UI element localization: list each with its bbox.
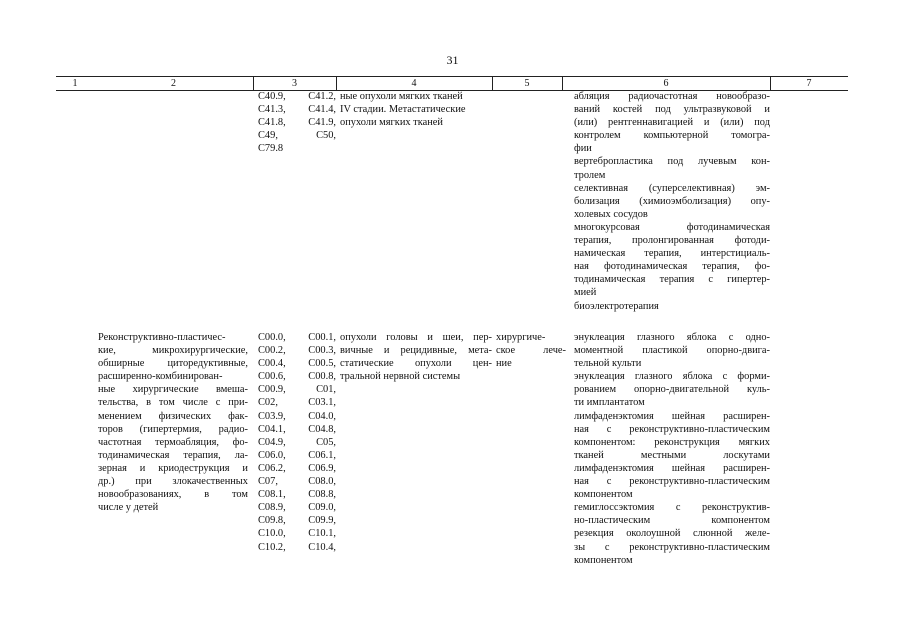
cell-line: селективная (суперселективная) эм-	[574, 182, 770, 194]
cell-line: зы с реконструктивно-пластическим	[574, 541, 770, 553]
cell-line: компонентом	[574, 554, 633, 566]
cell-line: C09.8, C09.9,	[258, 515, 336, 527]
cell-line: намическая терапия, интерстициаль-	[574, 248, 770, 260]
cell-line: тодинамическая терапия, ла-	[98, 449, 248, 461]
cell-line: Реконструктивно-пластичес-	[98, 332, 226, 343]
cell-line: тельства, в том числе с при-	[98, 397, 248, 409]
cell-line: частотная термоабляция, фо-	[98, 436, 248, 448]
cell-line: тканей местными лоскутами	[574, 449, 770, 461]
cell-line: кие, микрохирургические,	[98, 345, 248, 357]
cell-line: опухоли головы и шеи, пер-	[340, 332, 492, 343]
cell-line: гемиглоссэктомия с реконструктив-	[574, 502, 770, 514]
cell-line: ние	[496, 358, 512, 370]
cell-line: компонентом	[574, 489, 633, 501]
cell-line: C40.9, C41.2,	[258, 91, 336, 102]
cell-line: ная фотодинамическая терапия, фо-	[574, 261, 770, 273]
cell-line: холевых сосудов	[574, 208, 648, 220]
cell-line: C00.2, C00.3,	[258, 345, 336, 357]
row-0-diagnosis	[340, 90, 492, 129]
cell-line: многокурсовая фотодинамическая	[574, 221, 770, 233]
row-1-diagnosis	[340, 331, 492, 383]
cell-line: мией	[574, 287, 597, 299]
row-0-methods	[574, 90, 770, 313]
cell-line: резекция околоушной слюнной желе-	[574, 528, 770, 540]
cell-line: ная с реконструктивно-пластическим	[574, 423, 770, 435]
row-0-codes	[258, 90, 336, 155]
cell-line: новообразованиях, в том	[98, 489, 248, 501]
cell-line: ское лече-	[496, 345, 566, 357]
header-cell-1: 1	[72, 78, 78, 89]
cell-line: тельной культи	[574, 358, 642, 370]
cell-line: C10.2, C10.4,	[258, 541, 336, 553]
cell-line: IV стадии. Метастатические	[340, 104, 466, 116]
cell-line: компонентом: реконструкция мягких	[574, 436, 770, 448]
cell-line: C08.9, C09.0,	[258, 502, 336, 514]
header-cell-7: 7	[806, 78, 812, 89]
cell-line: расширенно-комбинирован-	[98, 371, 223, 383]
cell-line: лимфаденэктомия шейная расширен-	[574, 410, 770, 422]
cell-line: менением физических фак-	[98, 410, 248, 422]
header-cell-6: 6	[663, 78, 669, 89]
cell-line: C00.6, C00.8,	[258, 371, 336, 383]
cell-line: C79.8	[258, 143, 284, 155]
header-cell-2: 2	[171, 78, 176, 89]
cell-line: абляция радиочастотная новообразо-	[574, 91, 770, 102]
cell-line: энуклеация глазного яблока с одно-	[574, 332, 770, 343]
cell-line: C00.4, C00.5,	[258, 358, 336, 370]
cell-line: C10.0, C10.1,	[258, 528, 336, 540]
cell-line: C04.1, C04.8,	[258, 423, 336, 435]
row-1-care-type	[98, 331, 248, 514]
cell-line: C07, C08.0,	[258, 476, 336, 488]
header-cell-5: 5	[524, 78, 530, 89]
cell-line: числе у детей	[98, 502, 159, 514]
cell-line: энуклеация глазного яблока с форми-	[574, 371, 770, 383]
row-1-codes	[258, 331, 336, 554]
cell-line: C06.0, C06.1,	[258, 449, 336, 461]
cell-line: C03.9, C04.0,	[258, 410, 336, 422]
cell-line: тодинамическая терапия с гипертер-	[574, 274, 770, 286]
cell-line: болизация (химиоэмболизация) опу-	[574, 195, 770, 207]
cell-line: биоэлектротерапия	[574, 300, 659, 312]
cell-line: ные хирургические вмеша-	[98, 384, 248, 396]
cell-line: (или) рентгеннавигацией и (или) под	[574, 117, 770, 129]
cell-line: ные опухоли мягких тканей	[340, 91, 463, 102]
header-cell-3: 3	[292, 78, 297, 89]
cell-line: ная с реконструктивно-пластическим	[574, 476, 770, 488]
cell-line: вертебропластика под лучевым кон-	[574, 156, 770, 168]
page-number: 31	[446, 53, 459, 67]
cell-line: вичные и рецидивные, мета-	[340, 345, 492, 357]
cell-line: рованием опорно-двигательной куль-	[574, 384, 770, 396]
table-header-row	[56, 76, 848, 91]
cell-line: лимфаденэктомия шейная расширен-	[574, 462, 770, 474]
cell-line: C08.1, C08.8,	[258, 489, 336, 501]
cell-line: но-пластическим компонентом	[574, 515, 770, 527]
cell-line: хирургиче-	[496, 332, 546, 343]
header-cell-4: 4	[411, 78, 417, 89]
cell-line: фии	[574, 143, 592, 155]
cell-line: ваний костей под ультразвуковой и	[574, 104, 770, 116]
cell-line: C00.9, C01,	[258, 384, 336, 396]
cell-line: торов (гипертермия, радио-	[98, 423, 248, 435]
row-1-methods	[574, 331, 770, 567]
cell-line: моментной пластикой опорно-двига-	[574, 345, 770, 357]
cell-line: контролем компьютерной томогра-	[574, 130, 770, 142]
cell-line: C00.0, C00.1,	[258, 332, 336, 343]
cell-line: статические опухоли цен-	[340, 358, 492, 370]
cell-line: др.) при злокачественных	[98, 476, 248, 488]
cell-line: C41.8, C41.9,	[258, 117, 336, 129]
cell-line: ти имплантатом	[574, 397, 645, 409]
cell-line: тролем	[574, 169, 606, 181]
cell-line: опухоли мягких тканей	[340, 117, 443, 129]
cell-line: C04.9, C05,	[258, 436, 336, 448]
cell-line: зерная и криодеструкция и	[98, 462, 248, 474]
row-1-treatment	[496, 331, 566, 370]
cell-line: терапия, пролонгированная фотоди-	[574, 235, 770, 247]
cell-line: C41.3, C41.4,	[258, 104, 336, 116]
cell-line: C06.2, C06.9,	[258, 462, 336, 474]
cell-line: обширные циторедуктивные,	[98, 358, 248, 370]
cell-line: тральной нервной системы	[340, 371, 461, 383]
cell-line: C02, C03.1,	[258, 397, 336, 409]
cell-line: C49, C50,	[258, 130, 336, 142]
